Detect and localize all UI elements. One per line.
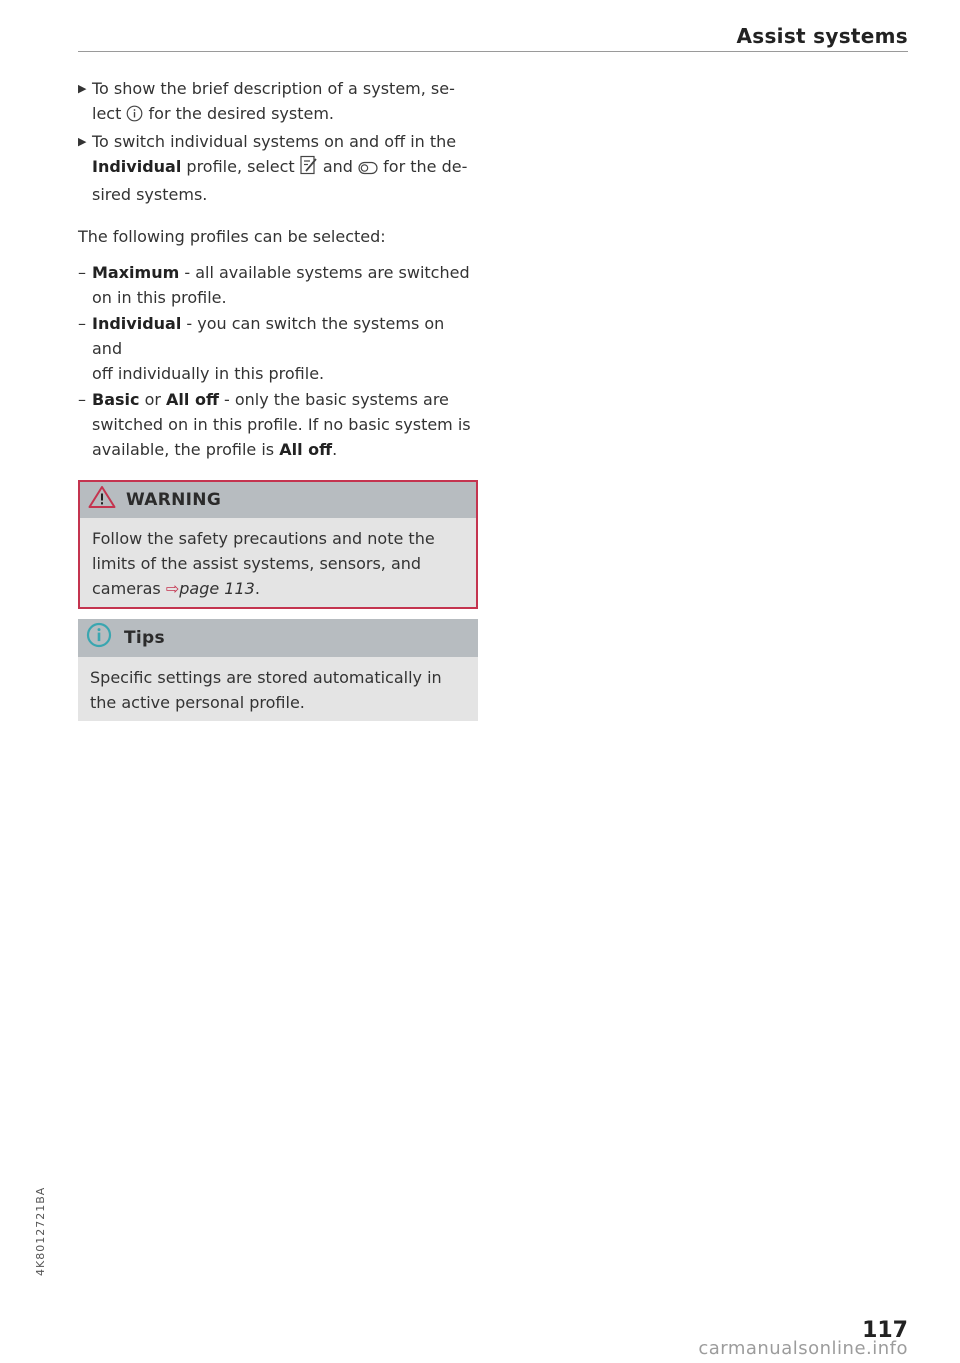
tips-body: Specific settings are stored automatically in the active personal profile. bbox=[90, 668, 442, 712]
warning-body: Follow the safety precautions and note the limits of the assist systems, sensors, and cameras ⇨page 113. bbox=[92, 529, 435, 598]
tips-header bbox=[78, 619, 478, 657]
list-item: – Basic or All off - only the basic systems are switched on in this profile. If no basic system is available, the profile is All off. bbox=[78, 390, 471, 459]
page-number: 117 bbox=[862, 1318, 908, 1343]
instruction-step: ▶ To switch individual systems on and off in the Individual profile, select and for the de- sired systems. bbox=[78, 129, 478, 207]
step-arrow-icon: ▶ bbox=[78, 82, 87, 95]
edit-icon bbox=[300, 155, 318, 182]
list-item: – Individual - you can switch the systems on and off individually in this profile. bbox=[78, 314, 445, 383]
warning-label: WARNING bbox=[126, 489, 222, 510]
watermark-text: carmanualsonline.info bbox=[698, 1338, 908, 1359]
page-header-title: Assist systems bbox=[736, 24, 908, 48]
intro-paragraph: The following profiles can be selected: bbox=[78, 227, 386, 246]
warning-header bbox=[80, 482, 476, 518]
page-reference-link[interactable]: page 113 bbox=[179, 579, 255, 598]
toggle-icon bbox=[358, 157, 378, 182]
step-arrow-icon: ▶ bbox=[78, 135, 87, 148]
warning-triangle-icon bbox=[88, 485, 116, 516]
info-circle-icon bbox=[86, 622, 112, 655]
warning-box bbox=[78, 480, 478, 609]
info-circle-icon bbox=[126, 104, 143, 129]
instruction-step: ▶ To show the brief description of a system, se- lect for the desired system. bbox=[78, 76, 478, 129]
header-divider bbox=[78, 51, 908, 52]
page-ref-arrow-icon: ⇨ bbox=[165, 579, 180, 598]
document-code: 4K8012721BA bbox=[34, 1186, 47, 1276]
content-column bbox=[78, 76, 478, 721]
tips-box bbox=[78, 619, 478, 721]
tips-label: Tips bbox=[124, 627, 165, 648]
list-item: – Maximum - all available systems are switched on in this profile. bbox=[78, 263, 470, 307]
profile-list bbox=[78, 260, 478, 462]
